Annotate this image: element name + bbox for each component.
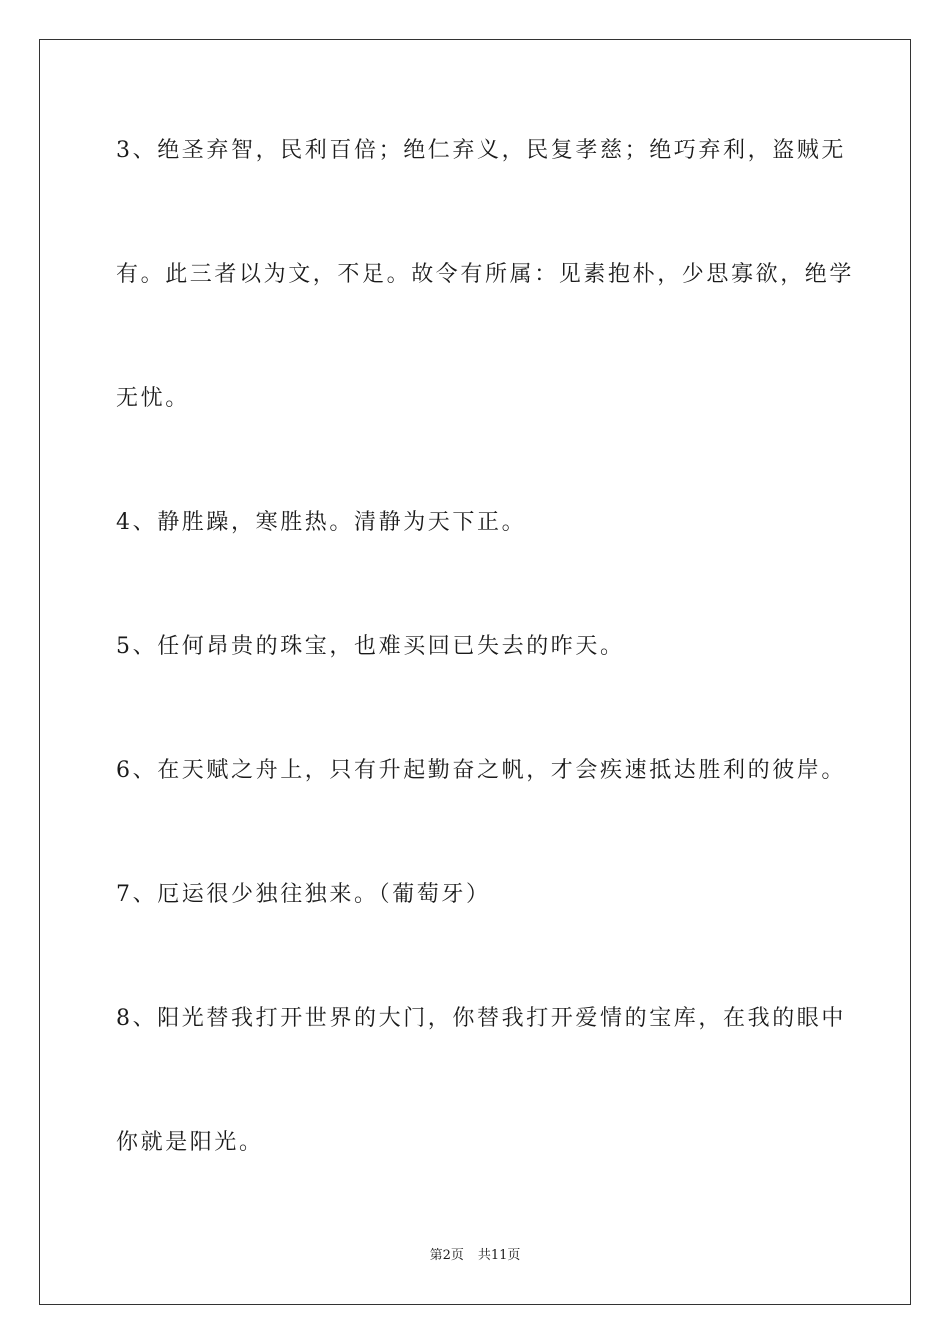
page-number: 第2页 [429, 1248, 464, 1263]
text-line-7: 7、厄运很少独往独来。（葡萄牙） [116, 882, 491, 907]
text-line-1: 3、绝圣弃智，民利百倍；绝仁弃义，民复孝慈；绝巧弃利，盗贼无 [116, 138, 846, 163]
page-total: 共11页 [477, 1248, 521, 1263]
page-footer [0, 1247, 950, 1265]
text-line-6: 6、在天赋之舟上，只有升起勤奋之帆，才会疾速抵达胜利的彼岸。 [116, 758, 846, 783]
text-line-9: 你就是阳光。 [116, 1130, 264, 1155]
text-line-2: 有。此三者以为文，不足。故令有所属：见素抱朴，少思寡欲，绝学 [116, 262, 855, 287]
text-line-5: 5、任何昂贵的珠宝，也难买回已失去的昨天。 [116, 634, 625, 659]
text-line-3: 无忧。 [116, 386, 190, 411]
text-line-8: 8、阳光替我打开世界的大门，你替我打开爱情的宝库，在我的眼中 [116, 1006, 846, 1031]
text-line-4: 4、静胜躁，寒胜热。清静为天下正。 [116, 510, 527, 535]
page-frame [39, 39, 911, 1305]
